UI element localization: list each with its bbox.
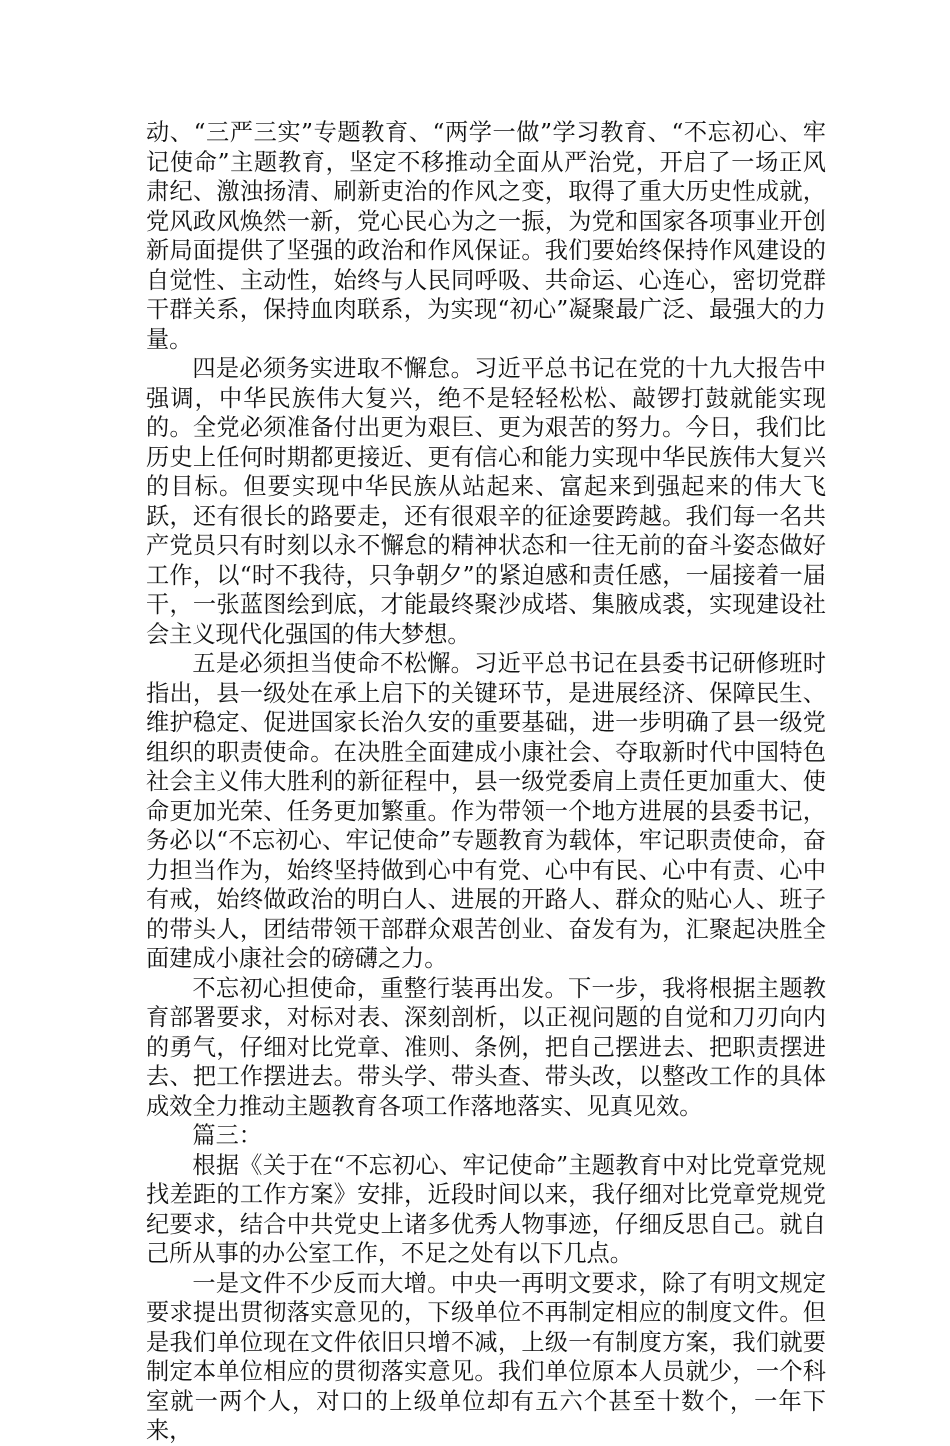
paragraph-conclusion: 不忘初心担使命，重整行装再出发。下一步，我将根据主题教育部署要求，对标对表、深刻剖析，以正视问题的自觉和刀刃向内的勇气，仔细对比党章、准则、条例，把自己摆进去、把职责摆进去、把工作摆进去。带头学、带头查、带头改，以整改工作的具体成效全力推动主题教育各项工作落地落实、见真见效。 [146, 974, 826, 1120]
document-body [146, 118, 826, 1446]
paragraph-point-four: 四是必须务实进取不懈怠。习近平总书记在党的十九大报告中强调，中华民族伟大复兴，绝不是轻轻松松、敲锣打鼓就能实现的。全党必须准备付出更为艰巨、更为艰苦的努力。今日，我们比历史上任何时期都更接近、更有信心和能力实现中华民族伟大复兴的目标。但要实现中华民族从站起来、富起来到强起来的伟大飞跃，还有很长的路要走，还有很艰辛的征途要跨越。我们每一名共产党员只有时刻以永不懈怠的精神状态和一往无前的奋斗姿态做好工作，以“时不我待，只争朝夕”的紧迫感和责任感，一届接着一届干，一张蓝图绘到底，才能最终聚沙成塔、集腋成裘，实现建设社会主义现代化强国的伟大梦想。 [146, 355, 826, 648]
paragraph-continuation: 动、“三严三实”专题教育、“两学一做”学习教育、“不忘初心、牢记使命”主题教育，坚定不移推动全面从严治党，开启了一场正风肃纪、激浊扬清、刷新吏治的作风之变，取得了重大历史性成就，党风政风焕然一新，党心民心为之一振，为党和国家各项事业开创新局面提供了坚强的政治和作风保证。我们要始终保持作风建设的自觉性、主动性，始终与人民同呼吸、共命运、心连心，密切党群干群关系，保持血肉联系，为实现“初心”凝聚最广泛、最强大的力量。 [146, 119, 826, 353]
paragraph-point-five: 五是必须担当使命不松懈。习近平总书记在县委书记研修班时指出，县一级处在承上启下的关键环节，是进展经济、保障民生、维护稳定、促进国家长治久安的重要基础，进一步明确了县一级党组织的职责使命。在决胜全面建成小康社会、夺取新时代中国特色社会主义伟大胜利的新征程中，县一级党委肩上责任更加重大、使命更加光荣、任务更加繁重。作为带领一个地方进展的县委书记，务必以“不忘初心、牢记使命”专题教育为载体，牢记职责使命，奋力担当作为，始终坚持做到心中有党、心中有民、心中有责、心中有戒，始终做政治的明白人、进展的开路人、群众的贴心人、班子的带头人，团结带领干部群众艰苦创业、奋发有为，汇聚起决胜全面建成小康社会的磅礴之力。 [146, 650, 826, 972]
paragraph-point-one: 一是文件不少反而大增。中央一再明文要求，除了有明文规定要求提出贯彻落实意见的，下级单位不再制定相应的制度文件。但是我们单位现在文件依旧只增不减，上级一有制度方案，我们就要制定本单位相应的贯彻落实意见。我们单位原本人员就少，一个科室就一两个人，对口的上级单位却有五六个甚至十数个，一年下来， [146, 1269, 826, 1444]
paragraph-part-three-intro: 根据《关于在“不忘初心、牢记使命”主题教育中对比党章党规找差距的工作方案》安排，近段时间以来，我仔细对比党章党规党纪要求，结合中共党史上诸多优秀人物事迹，仔细反思自己。就自己所从事的办公室工作，不足之处有以下几点。 [146, 1151, 826, 1267]
section-heading-part-three: 篇三： [192, 1122, 262, 1149]
